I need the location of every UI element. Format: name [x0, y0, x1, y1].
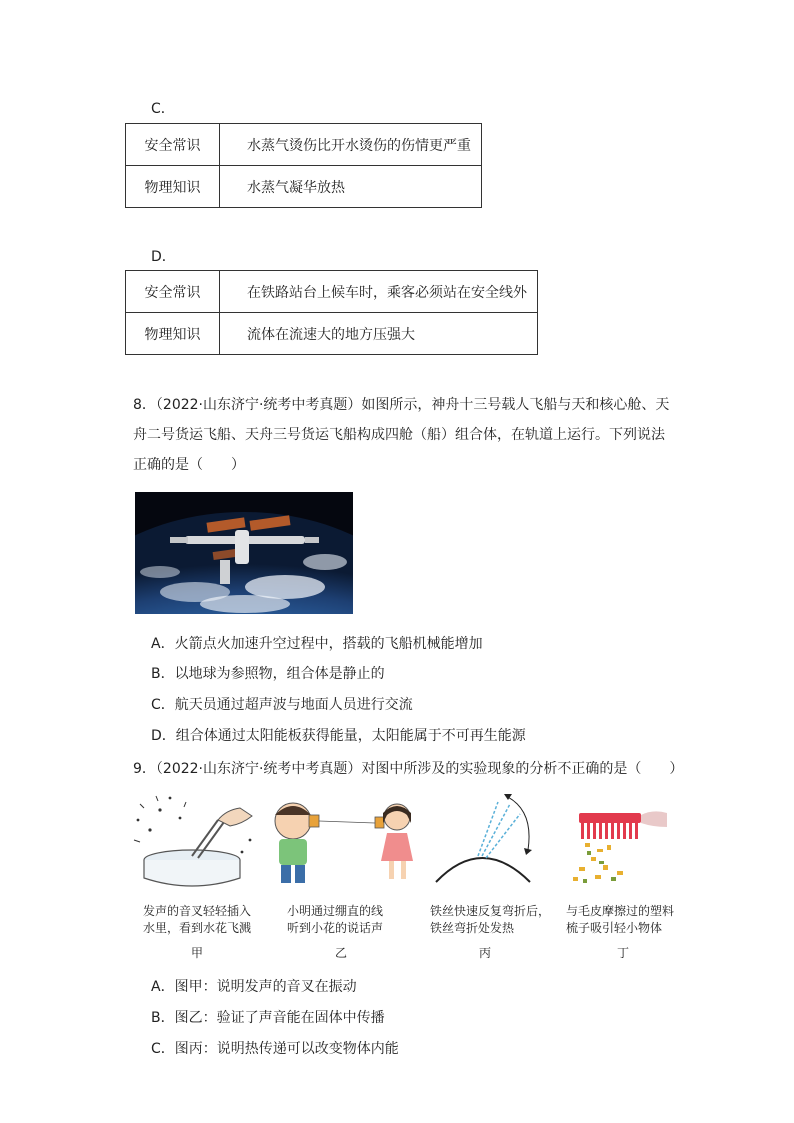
- option-c-label: C．: [151, 101, 175, 117]
- figure-yi-caption: [287, 903, 383, 937]
- table-cell-key: 安全常识: [126, 124, 220, 166]
- table-cell-value: 流体在流速大的地方压强大: [220, 313, 538, 355]
- table-row: [126, 166, 482, 208]
- caption-line: 小明通过绷直的线: [287, 904, 384, 918]
- q8-option-c: C．航天员通过超声波与地面人员进行交流: [151, 697, 413, 713]
- figure-jia-image: [130, 790, 260, 890]
- table-cell-value: 水蒸气烫伤比开水烫伤的伤情更严重: [220, 124, 482, 166]
- figure-ding-image: [567, 805, 670, 887]
- option-d-label: D．: [151, 249, 176, 265]
- q8-stem: [133, 390, 693, 480]
- option-c-table: [125, 123, 482, 208]
- caption-line: 水里，看到水花飞溅: [143, 921, 252, 935]
- table-row: [126, 313, 538, 355]
- figure-bing-label: 丙: [479, 946, 492, 960]
- caption-line: 听到小花的说话声: [287, 921, 384, 935]
- caption-line: 发声的音叉轻轻插入: [143, 904, 252, 918]
- q8-option-d: D．组合体通过太阳能板获得能量，太阳能属于不可再生能源: [151, 728, 526, 744]
- q8-option-b: B．以地球为参照物，组合体是静止的: [151, 666, 385, 682]
- figure-yi-image: [265, 793, 420, 888]
- table-cell-value: 在铁路站台上候车时，乘客必须站在安全线外: [220, 271, 538, 313]
- caption-line: 梳子吸引轻小物体: [566, 921, 663, 935]
- q8-stem-line: 8．（2022·山东济宁·统考中考真题）如图所示，神舟十三号载人飞船与天和核心舱、天: [133, 397, 670, 413]
- space-station-image: [135, 492, 353, 614]
- q8-stem-line: 舟二号货运飞船、天舟三号货运飞船构成四舱（船）组合体，在轨道上运行。下列说法: [133, 427, 665, 443]
- caption-line: 铁丝快速反复弯折后，: [430, 904, 551, 918]
- q9-option-c: C．图丙：说明热传递可以改变物体内能: [151, 1041, 399, 1057]
- figure-jia-caption: [143, 903, 251, 937]
- figure-ding-label: 丁: [617, 946, 630, 960]
- figure-bing-image: [430, 790, 540, 890]
- figure-bing-caption: [430, 903, 550, 937]
- table-cell-key: 物理知识: [126, 313, 220, 355]
- figure-jia-label: 甲: [191, 946, 204, 960]
- table-cell-key: 安全常识: [126, 271, 220, 313]
- table-row: [126, 271, 538, 313]
- caption-line: 与毛皮摩擦过的塑料: [566, 904, 675, 918]
- q8-option-a: A．火箭点火加速升空过程中，搭载的飞船机械能增加: [151, 636, 483, 652]
- caption-line: 铁丝弯折处发热: [430, 921, 515, 935]
- q9-option-a: A．图甲：说明发声的音叉在振动: [151, 979, 357, 995]
- figure-ding-caption: [566, 903, 674, 937]
- q8-stem-line: 正确的是（ ）: [133, 457, 245, 473]
- figure-yi-label: 乙: [335, 946, 348, 960]
- table-row: [126, 124, 482, 166]
- table-cell-key: 物理知识: [126, 166, 220, 208]
- option-d-table: [125, 270, 538, 355]
- table-cell-value: 水蒸气凝华放热: [220, 166, 482, 208]
- q9-option-b: B．图乙：验证了声音能在固体中传播: [151, 1010, 385, 1026]
- q9-stem: 9．（2022·山东济宁·统考中考真题）对图中所涉及的实验现象的分析不正确的是（ ）: [133, 761, 684, 777]
